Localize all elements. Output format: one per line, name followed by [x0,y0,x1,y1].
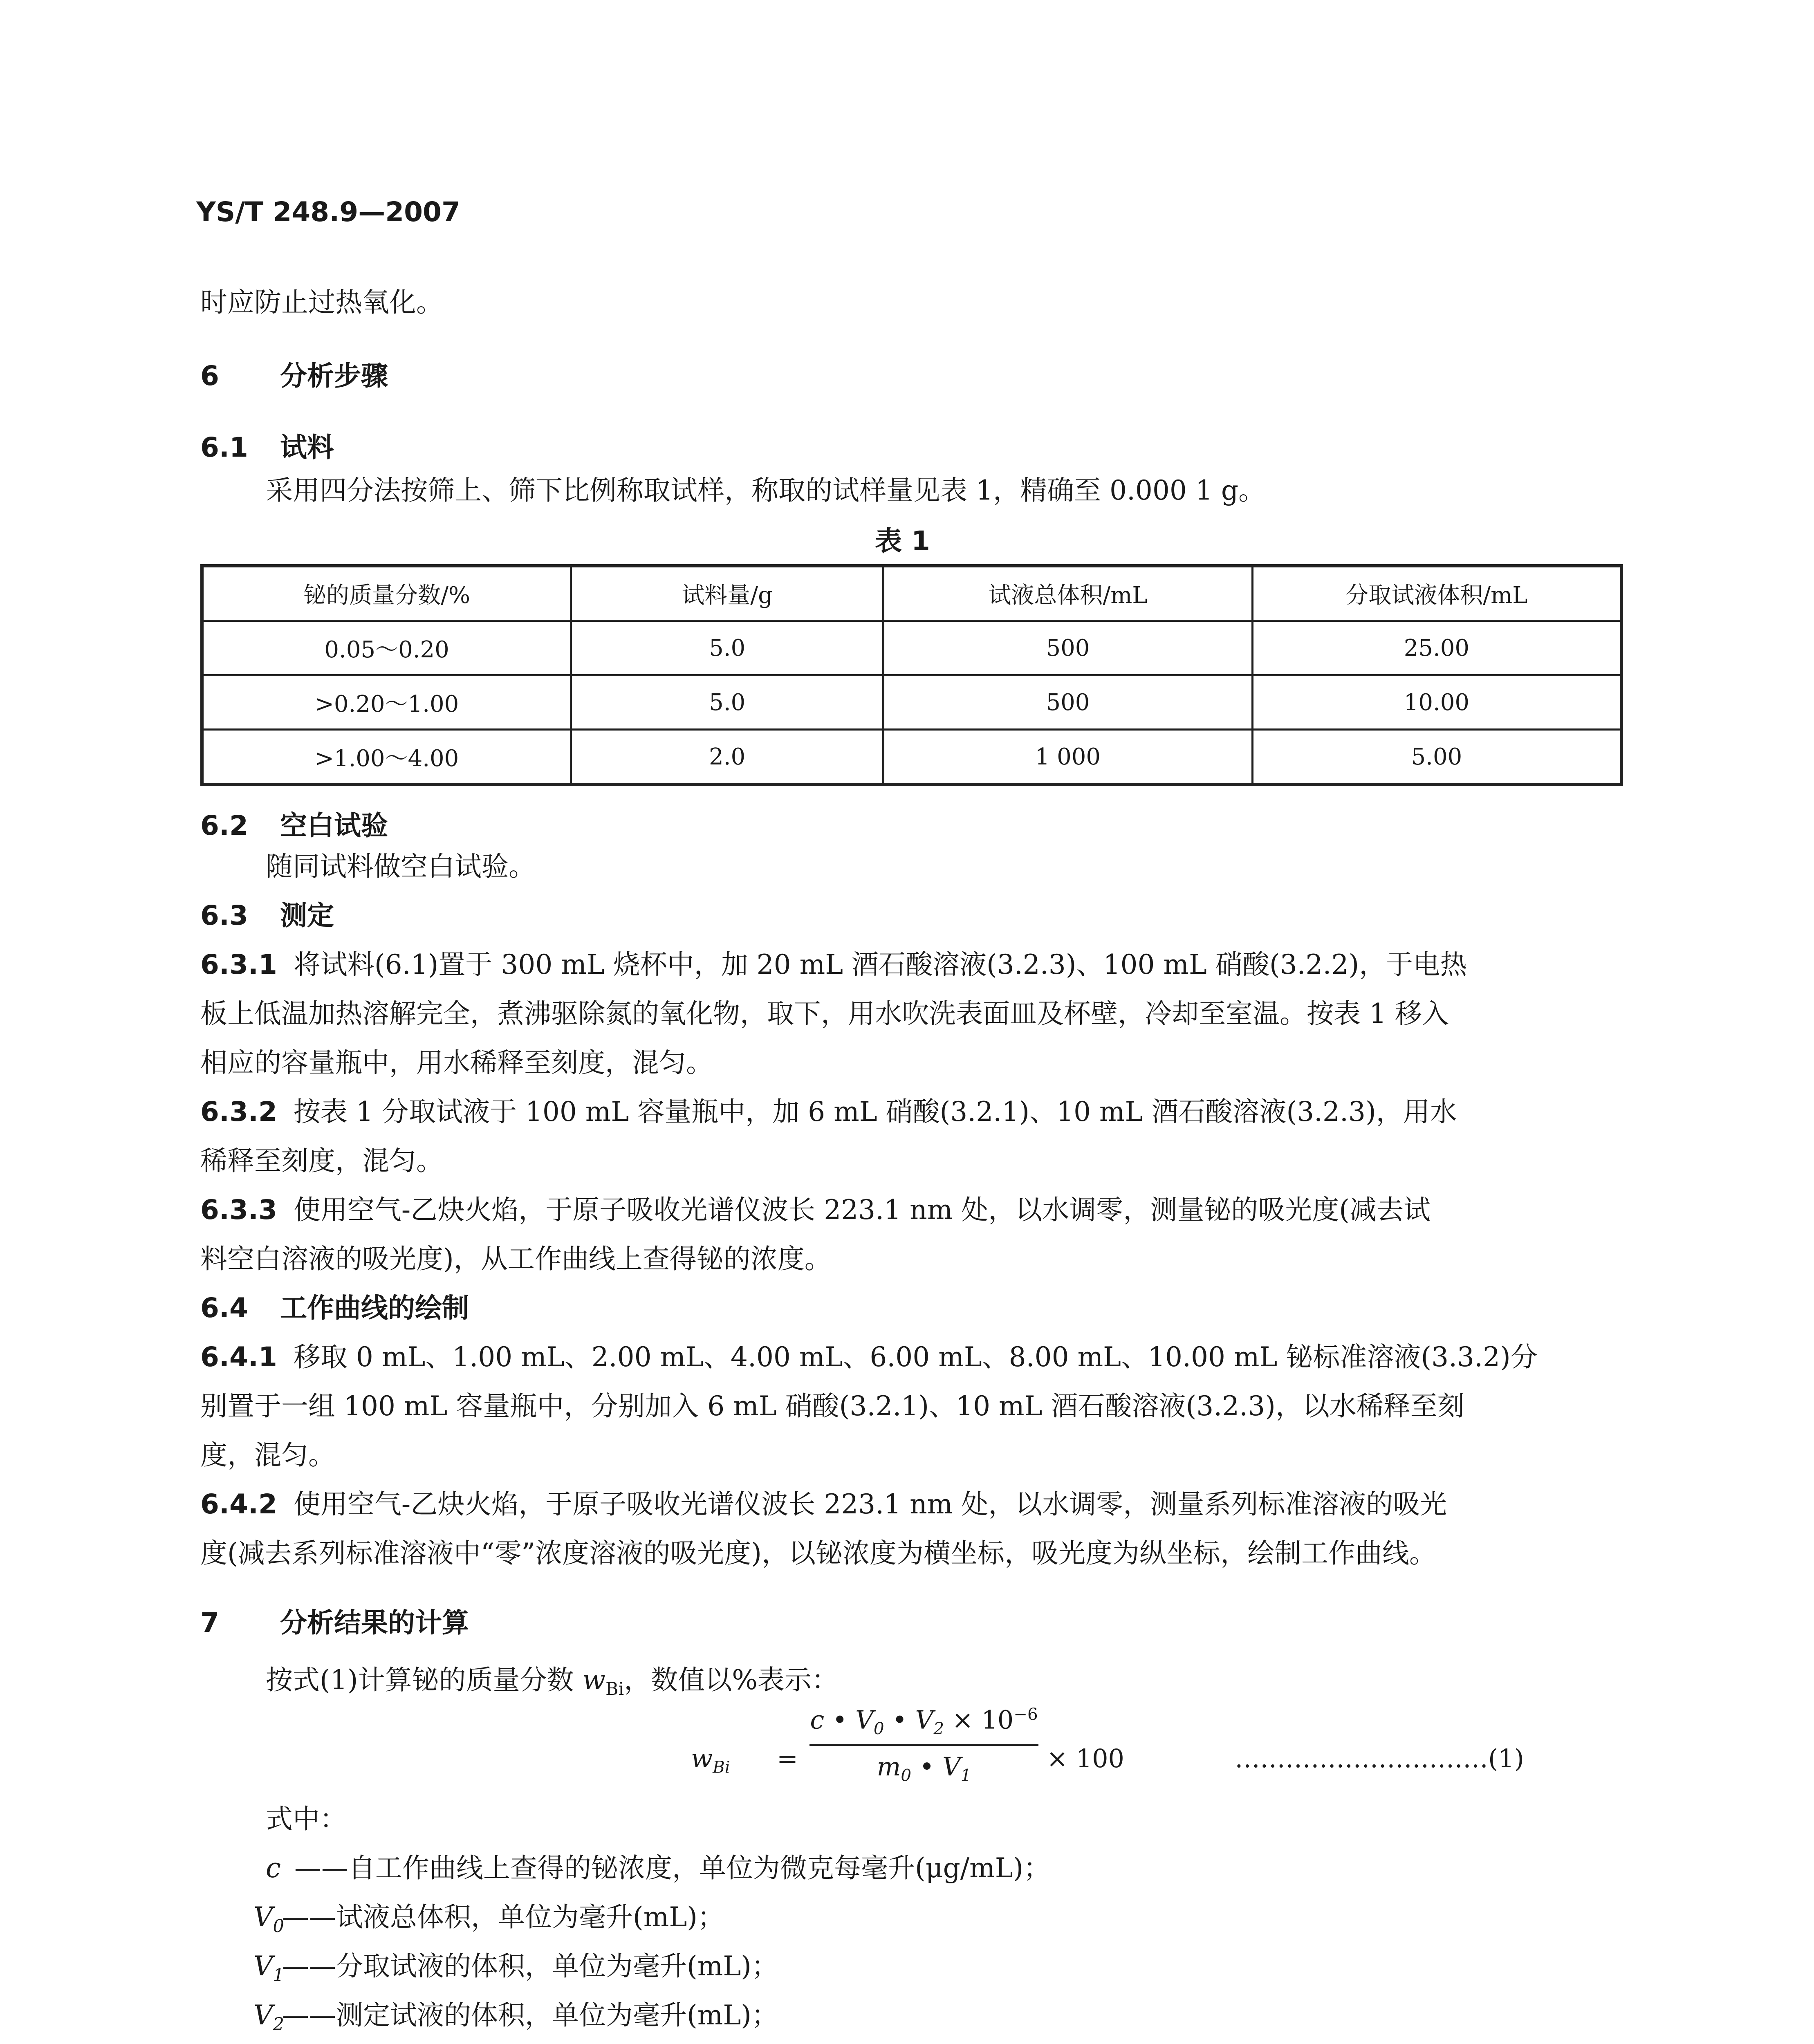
fraction-bar [809,1744,1038,1746]
variable-letter: c [266,1852,281,1884]
section-6-3-1-line: 相应的容量瓶中，用水稀释至刻度，混匀。 [200,1047,713,1078]
variable-description: ——分取试液的体积，单位为毫升(mL)； [282,1950,778,1982]
formula-symbol: w [691,1744,713,1773]
table-cell: 5.0 [571,621,883,675]
table-cell: 25.00 [1252,621,1621,675]
section-6-3-3-line [200,1186,1431,1235]
table-cell: 5.00 [1252,730,1621,785]
section-6-4-2-line: 度(减去系列标准溶液中“零”浓度溶液的吸光度)，以铋浓度为横坐标，吸光度为纵坐标，绘制工作曲线。 [200,1537,1436,1569]
formula-symbol: V [942,1752,961,1782]
clause-text: 移取 0 mL、1.00 mL、2.00 mL、4.00 mL、6.00 mL、8.00 mL、10.00 mL 铋标准溶液(3.3.2)分 [293,1341,1538,1373]
section-6-4-2-line [200,1480,1447,1529]
section-title: 分析步骤 [280,360,388,392]
clause-number: 6.3.1 [200,949,277,980]
formula-fraction [809,1705,1038,1785]
variable-subscript: 0 [273,1916,284,1937]
section-7-heading [200,1598,469,1647]
section-6-4-heading [200,1284,469,1333]
table-header-row [202,566,1621,621]
formula-symbol: c [810,1705,825,1735]
section-6-2-text: 随同试料做空白试验。 [266,851,536,882]
clause-text: 使用空气-乙炔火焰，于原子吸收光谱仪波长 223.1 nm 处，以水调零，测量系列标准溶液的吸光 [293,1488,1447,1520]
variable-description: ——测定试液的体积，单位为毫升(mL)； [282,1999,778,2031]
section-6-4-1-line: 别置于一组 100 mL 容量瓶中，分别加入 6 mL 硝酸(3.2.1)、10 mL 酒石酸溶液(3.2.3)，以水稀释至刻 [200,1390,1464,1422]
formula-1 [691,1705,1141,1811]
variable-letter: V [253,1901,273,1933]
variable-definition [253,1991,778,2044]
clause-text: 将试料(6.1)置于 300 mL 烧杯中，加 20 mL 酒石酸溶液(3.2.3)、100 mL 硝酸(3.2.2)，于电热 [293,949,1467,980]
table-row [202,730,1621,785]
formula-lhs [691,1744,730,1777]
section-6-4-1-line [200,1333,1538,1382]
section-title: 试料 [280,432,334,463]
clause-number: 6.4.1 [200,1341,277,1373]
formula-subscript: 0 [901,1766,911,1785]
where-label: 式中： [266,1803,347,1835]
table-row [202,675,1621,730]
formula-symbol: V [855,1705,874,1735]
section-6-3-2-line: 稀释至刻度，混匀。 [200,1145,443,1177]
equation-number: …………………………(1) [1235,1744,1524,1773]
table-cell: 2.0 [571,730,883,785]
section-6-1-text: 采用四分法按筛上、筛下比例称取试样，称取的试样量见表 1，精确至 0.000 1 g。 [266,475,1266,506]
variable-symbol [253,1991,282,2044]
table-cell: >1.00～4.00 [202,730,571,785]
variable-letter: V [253,1999,273,2031]
formula-denominator [809,1752,1038,1785]
formula-operator: • [884,1705,915,1735]
formula-subscript: 2 [933,1719,944,1739]
variable-description: ——自工作曲线上查得的铋浓度，单位为微克每毫升(μg/mL)； [294,1852,1051,1884]
section-6-4-1-line: 度，混匀。 [200,1439,335,1471]
variable-letter: V [253,1950,273,1982]
table-cell: 1 000 [883,730,1253,785]
section-6-3-1-line [200,940,1467,989]
clause-number: 6.3.2 [200,1096,277,1127]
formula-exponent: −6 [1014,1705,1038,1724]
table-cell: 0.05～0.20 [202,621,571,675]
variable-definition [253,2040,671,2044]
symbol-subscript: Bi [605,1679,624,1700]
table-header-cell: 试料量/g [571,566,883,621]
section-6-3-2-line [200,1087,1457,1136]
section-number: 6.1 [200,432,248,463]
section-6-heading [200,352,388,401]
variable-subscript: 2 [273,2014,284,2035]
table-header-cell: 试液总体积/mL [883,566,1253,621]
table-header-cell: 铋的质量分数/% [202,566,571,621]
variable-subscript: 1 [273,1965,284,1986]
continuation-text: 时应防止过热氧化。 [200,287,443,318]
clause-text: 按表 1 分取试液于 100 mL 容量瓶中，加 6 mL 硝酸(3.2.1)、10 mL 酒石酸溶液(3.2.3)，用水 [293,1096,1457,1127]
section-6-3-heading [200,891,334,940]
variable-description: ——试液总体积，单位为毫升(mL)； [282,1901,724,1933]
section-title: 分析结果的计算 [280,1607,469,1638]
table-title: 表 1 [875,525,930,557]
table-cell: >0.20～1.00 [202,675,571,730]
formula-symbol: m [877,1752,901,1782]
formula-subscript: 0 [873,1719,884,1739]
clause-number: 6.3.3 [200,1194,277,1226]
formula-equals: = [777,1744,798,1773]
formula-symbol: V [915,1705,934,1735]
section-number: 6.3 [200,900,248,931]
data-table [200,564,1623,786]
section-6-1-heading [200,423,334,472]
table-row [202,621,1621,675]
section-number: 6.4 [200,1292,248,1324]
table-cell: 500 [883,621,1253,675]
clause-text: 使用空气-乙炔火焰，于原子吸收光谱仪波长 223.1 nm 处，以水调零，测量铋的吸光度(减去试 [293,1194,1431,1226]
section-title: 工作曲线的绘制 [280,1292,469,1324]
variable-symbol [253,2040,282,2044]
intro-text: 按式(1)计算铋的质量分数 [266,1664,583,1696]
section-6-3-3-line: 料空白溶液的吸光度)，从工作曲线上查得铋的浓度。 [200,1243,832,1275]
standard-code: YS/T 248.9—2007 [196,196,460,228]
clause-number: 6.4.2 [200,1488,277,1520]
section-number: 6.2 [200,810,248,841]
formula-operator: • [824,1705,856,1735]
table-cell: 5.0 [571,675,883,730]
formula-numerator [809,1705,1038,1738]
formula-subscript: 1 [960,1766,971,1785]
table-cell: 500 [883,675,1253,730]
formula-operator: × 10 [944,1705,1014,1735]
formula-operator: • [911,1752,942,1782]
formula-multiplier: × 100 [1047,1744,1124,1773]
section-number: 6 [200,360,219,392]
symbol-w: w [582,1664,605,1696]
intro-text: ，数值以%表示： [624,1664,839,1696]
section-number: 7 [200,1607,219,1638]
section-6-3-1-line: 板上低温加热溶解完全，煮沸驱除氮的氧化物，取下，用水吹洗表面皿及杯壁，冷却至室温。按表 1 移入 [200,998,1449,1029]
table-header-cell: 分取试液体积/mL [1252,566,1621,621]
table-cell: 10.00 [1252,675,1621,730]
formula-subscript: Bi [713,1757,730,1777]
section-title: 测定 [280,900,334,931]
section-title: 空白试验 [280,810,388,841]
